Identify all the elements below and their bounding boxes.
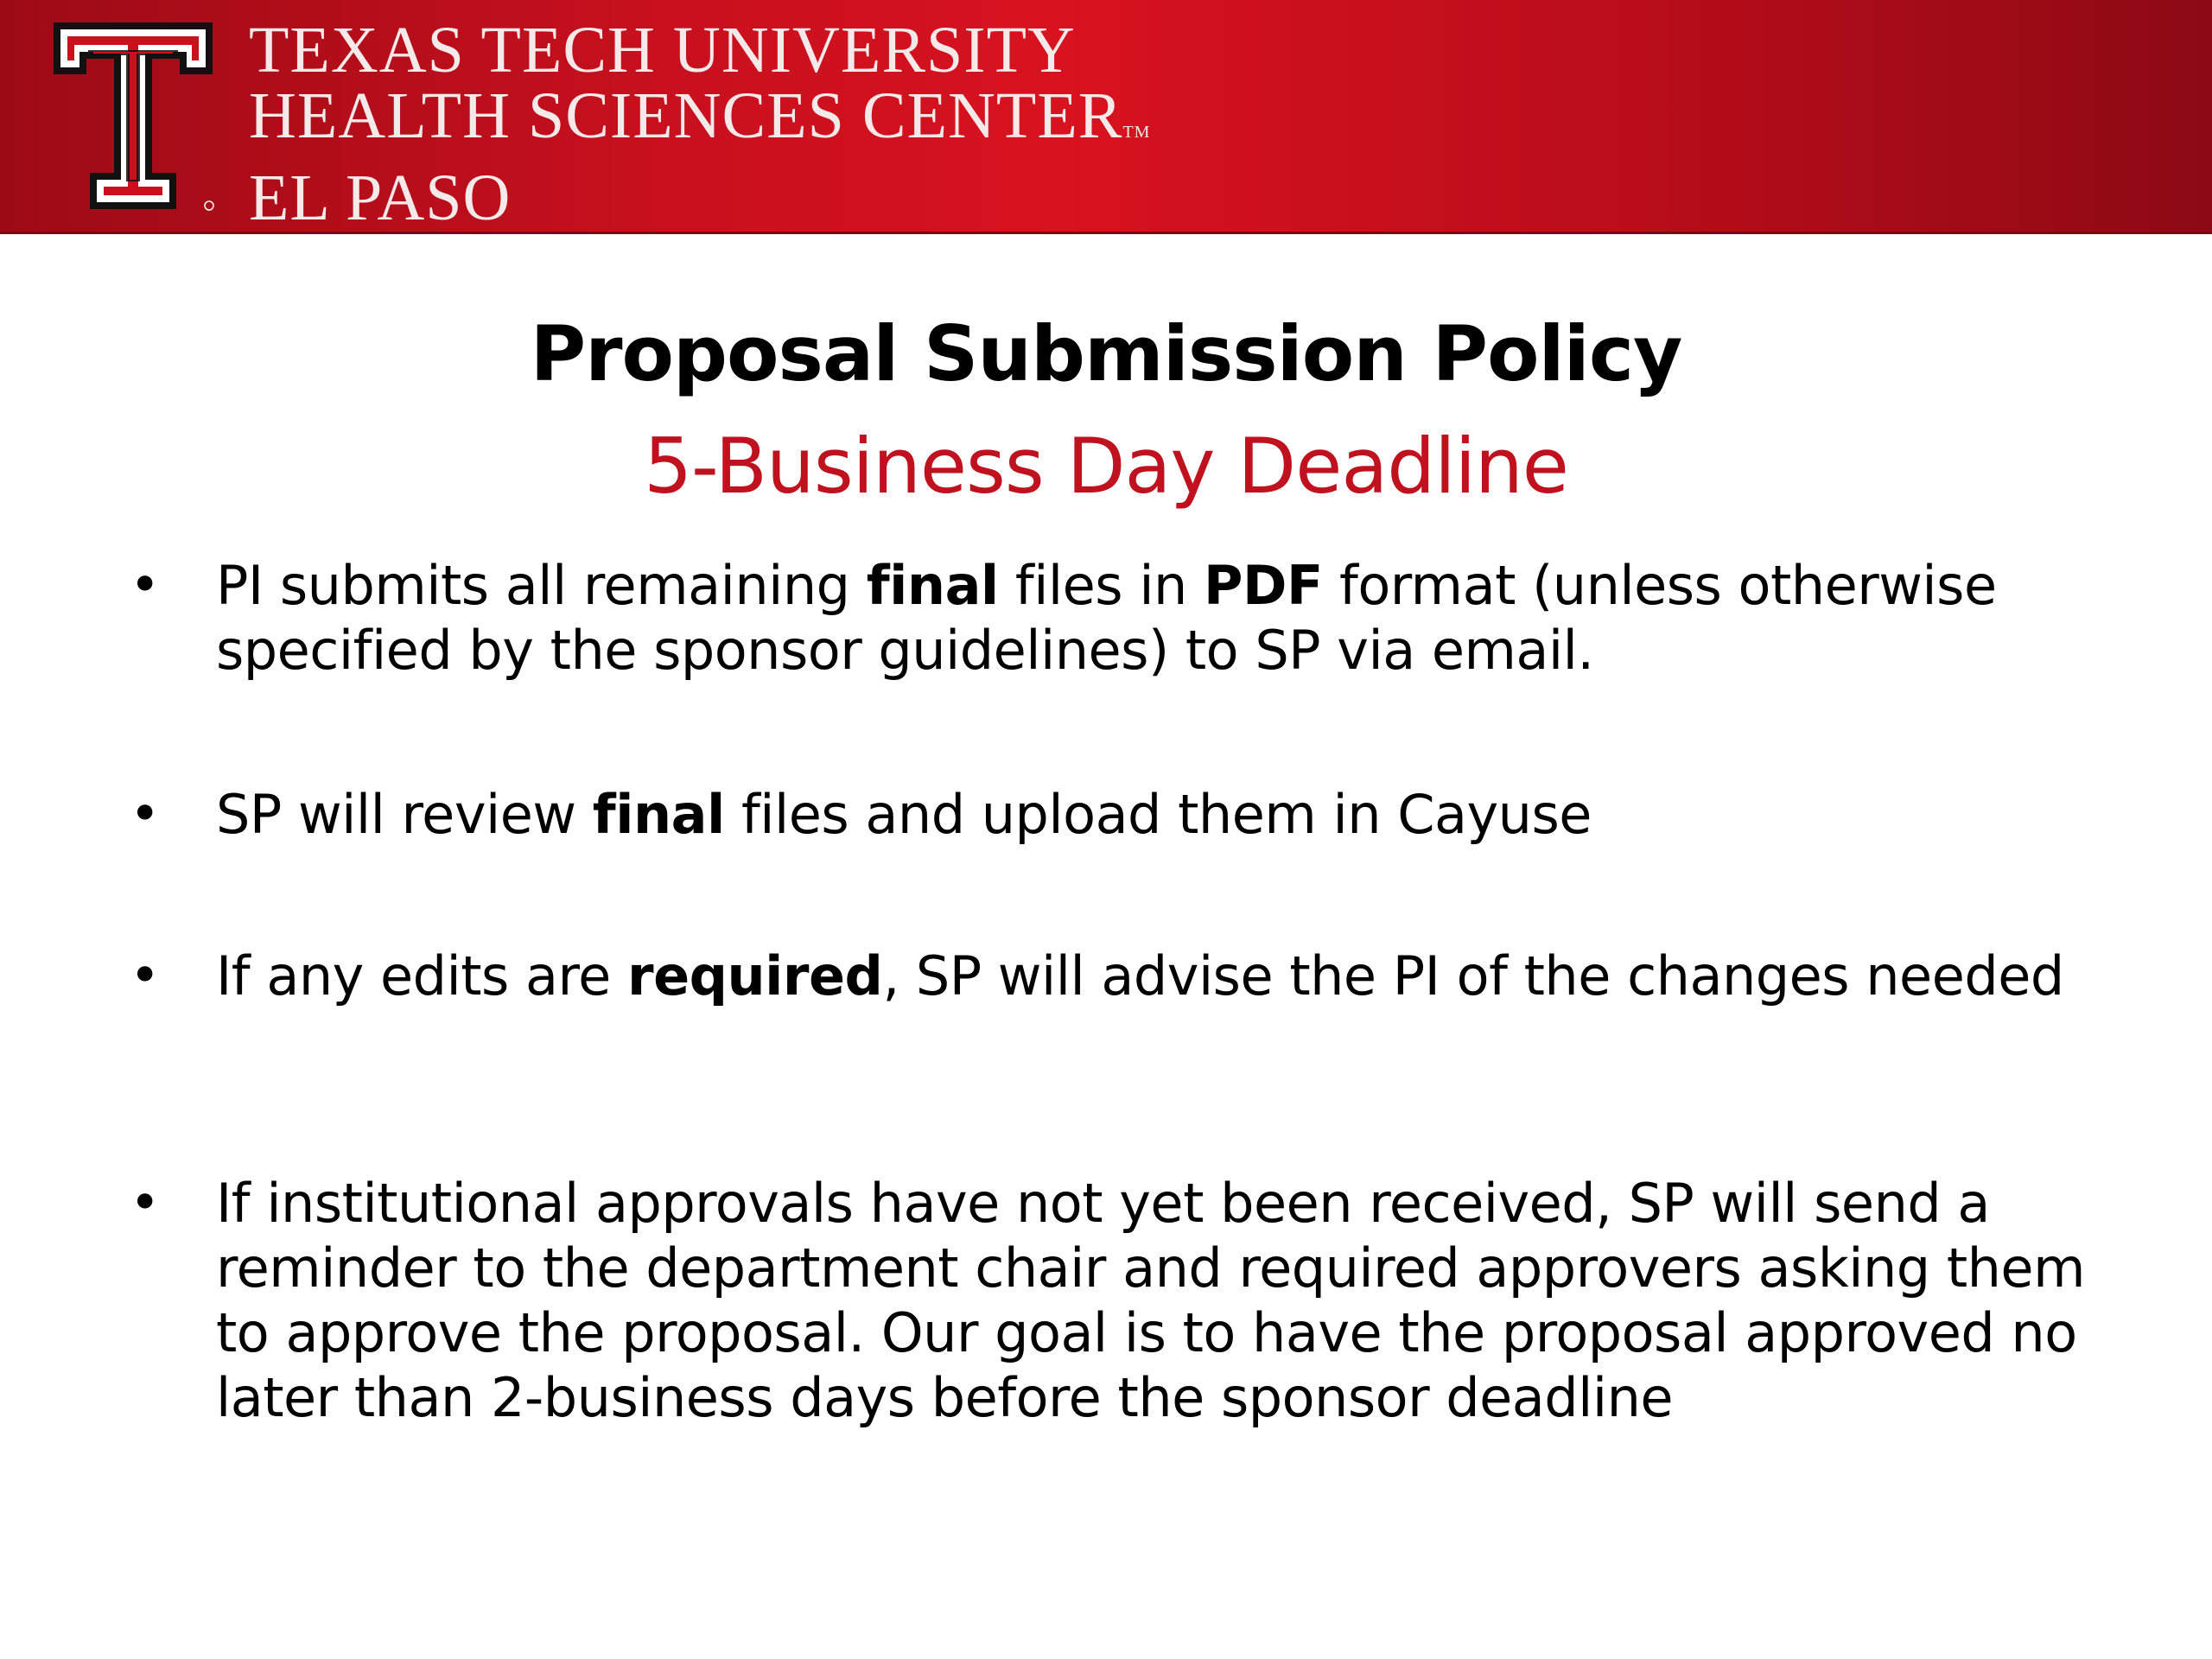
header-banner [0,0,2212,234]
title-block [0,302,2212,527]
bullet-item-1 [216,553,2152,683]
bullet-marker: • [130,784,161,844]
bullet-1-text-b: files in [998,554,1205,617]
double-t-logo [50,21,216,213]
bullet-marker: • [130,945,161,1006]
bullet-1-text-c: format (unless otherwise specified by the sponsor guidelines) to SP via email. [216,554,1997,682]
bullet-item-2 [216,782,2152,847]
institution-line-2 [249,79,1151,165]
bullet-1-bold-final: final [866,554,999,617]
bullet-1-text-a: PI submits all remaining [216,554,867,617]
bullet-3-bold-required: required [627,944,883,1007]
bullet-4-text: If institutional approvals have not yet been received, SP will send a reminder to the department chair and required approvers asking them to approve the proposal. Our goal is to have the proposal approved no later than 2-business days before the sponsor deadline [216,1172,2085,1429]
bullet-item-3 [216,944,2152,1008]
institution-line-1: TEXAS TECH UNIVERSITY [249,14,1076,86]
bullet-3-text-b: , SP will advise the PI of the changes needed [882,944,2064,1007]
slide-subtitle: 5-Business Day Deadline [644,422,1568,511]
bullet-marker: • [130,1173,161,1233]
institution-line-2-text: HEALTH SCIENCES CENTER [249,79,1123,152]
bullet-2-text-a: SP will review [216,783,593,846]
institution-line-3: EL PASO [249,162,512,234]
bullet-2-text-b: files and upload them in Cayuse [724,783,1592,846]
bullet-2-bold-final: final [592,783,725,846]
bullet-1-bold-pdf: PDF [1204,554,1323,617]
institution-name [249,14,1151,234]
bullet-3-text-a: If any edits are [216,944,628,1007]
trademark-mark: TM [1122,123,1151,142]
slide-title: Proposal Submission Policy [530,309,1682,398]
bullet-item-4 [216,1171,2152,1430]
bullet-marker: • [130,555,161,615]
